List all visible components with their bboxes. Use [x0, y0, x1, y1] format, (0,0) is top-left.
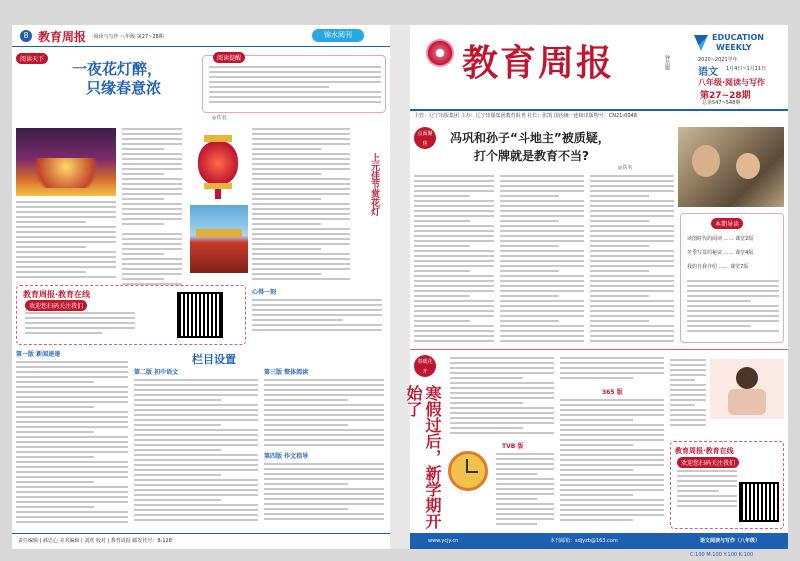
grade-label: 八年级·阅读与写作 [698, 78, 766, 87]
tip-title: 心得一刻 [252, 289, 277, 296]
left-masthead: 教育周报 [38, 30, 87, 44]
left-promo-box [16, 285, 246, 345]
left-header [12, 25, 390, 47]
sf-label: 365 版 [602, 389, 623, 396]
issue-number: 第27~28期 [700, 91, 751, 101]
left-subtitle: ·阅读与写作 八年级·第27~28期 [92, 34, 164, 40]
qr-code-icon[interactable] [177, 292, 223, 338]
page-number-badge: 8 [20, 30, 32, 42]
right-page [404, 25, 788, 549]
brand-top: EDUCATION [712, 33, 764, 42]
main-headline-2: 打个牌就是教育不当? [474, 149, 589, 163]
logo-flower-icon [426, 39, 454, 67]
toc-item-3[interactable]: 我的自我介绍 …… 课堂7版 [687, 264, 749, 270]
author-byline: ◎佚名 [212, 115, 227, 121]
right-promo-title: 教育周报·教育在线 [675, 447, 734, 455]
left-footer: 责任编辑 | 郝忠心 美术编辑 | 刘欣 校对 | 教育周报 邮发代号：8-128 [12, 533, 390, 549]
side-title: 上元佳节赏花灯 [369, 153, 379, 216]
columns-title: 栏目设置 [192, 353, 236, 366]
reading-girl-illustration [710, 359, 784, 419]
right-masthead: 教育周报 [462, 42, 615, 84]
main-headline-1: 冯巩和孙子“斗地主”被质疑， [450, 131, 610, 145]
brand-bottom: WEEKLY [716, 43, 752, 52]
print-color-marks: C:100 M:100 Y:100 K:100 [690, 552, 754, 558]
right-promo-sub: 欢迎您扫码关注我们 [677, 457, 739, 468]
issue-date: 1月4日~1月11日 [726, 66, 767, 72]
masthead-info-bar: 主管：辽宁出版集团 主办：辽宁出版集团教育报刊 社长：张凯 国内统一连续出版物号：CN21-0048 [410, 109, 788, 119]
edition-year: 2020~2021学年 [698, 57, 738, 63]
main-tag: 点面聚焦 [414, 127, 436, 149]
col-heading-b: 第二版 初中语文 [134, 369, 179, 376]
col-heading-a: 第一版 新闻速递 [16, 351, 61, 358]
promo-title: 教育周报·教育在线 [23, 290, 91, 299]
toc-item-2[interactable]: 冬季写景的秘诀 …… 课堂4版 [687, 250, 754, 256]
grandpa-grandson-photo [678, 127, 784, 207]
headline-2: 只缘春意浓 [86, 79, 162, 97]
toc-item-1[interactable]: 读图时代的阅读 …… 课堂2版 [687, 236, 754, 242]
headline-1: 一夜花灯醉， [72, 60, 163, 78]
footer-edition: 语文阅读与写作（八年级） [700, 538, 761, 544]
tvb-label: TVB 版 [502, 443, 524, 450]
right-footer [410, 533, 788, 549]
alarm-clock-icon [444, 445, 492, 493]
page-gutter [390, 25, 410, 549]
total-issue: 总第547~548期 [702, 100, 741, 106]
col-heading-d: 第四版 作文指导 [264, 453, 309, 460]
brand-logo [694, 33, 784, 57]
right-promo-box [670, 441, 784, 529]
right-qr-code-icon[interactable] [739, 482, 779, 522]
section-tag: 阅读天下 [16, 53, 48, 64]
subject-label: 语文 [698, 67, 718, 78]
toc-title: 本期导读 [711, 218, 743, 229]
lantern-stage-photo [16, 128, 116, 196]
lantern-icon [190, 135, 246, 199]
col-heading-c: 第三版 整体阅读 [264, 369, 309, 376]
note-title: 阅读提醒 [213, 52, 245, 63]
palace-lantern-photo [190, 205, 248, 273]
calligraphy-seal: 钟岳题 [664, 55, 670, 70]
reading-note-box [202, 55, 386, 113]
column-badge: 锦水阅刊 [312, 29, 364, 42]
brand-v-icon [694, 35, 708, 51]
main-author: ◎佚名 [618, 165, 633, 171]
footer-email[interactable]: 本刊邮箱：sdjyzb@163.com [550, 538, 618, 544]
footer-website[interactable]: www.ycjy.cn [428, 538, 459, 544]
toc-box [680, 213, 784, 343]
left-page [12, 25, 390, 549]
spring-headline: 寒假过后，新学期开始了 [404, 385, 442, 529]
promo-sub: 欢迎您扫码关注我们 [25, 300, 87, 311]
spring-tag: 春暖花开 [414, 355, 436, 377]
